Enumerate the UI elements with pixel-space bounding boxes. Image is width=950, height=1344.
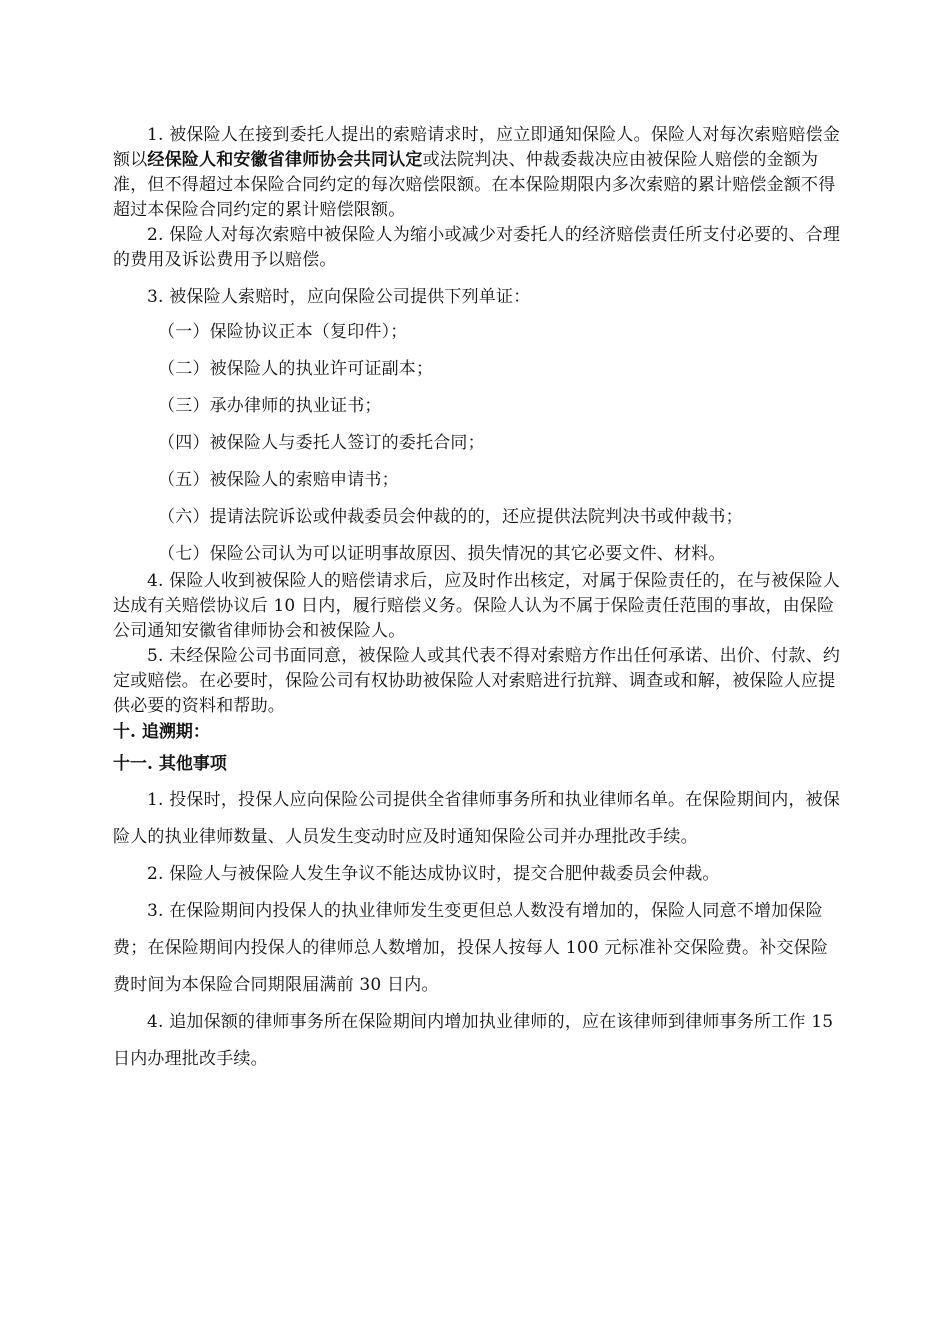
section-11-paragraph-1: 1. 投保时，投保人应向保险公司提供全省律师事务所和执业律师名单。在保险期间内，被保险人的执业律师数量、人员发生变动时应及时通知保险公司并办理批改手续。 [113,790,841,847]
claims-paragraph-1 [113,123,843,223]
claims-section-top [113,123,843,273]
claims-paragraph-3: 3. 被保险人索赔时，应向保险公司提供下列单证： [147,287,531,307]
claims-paragraph-1-text-a: 1. 被保险人在接到委托人提出的索赔请求时，应立即通知保险人。保险人对每次索赔赔偿金额以 [113,125,841,170]
claims-paragraph-3-wrap [113,285,843,310]
claims-section-bottom [113,569,843,719]
document-list-item: （一）保险协议正本（复印件）； [158,322,408,342]
section-11-paragraph-4: 4. 追加保额的律师事务所在保险期间内增加执业律师的，应在该律师到律师事务所工作 15 日内办理批改手续。 [113,1012,834,1069]
claims-paragraph-5: 5. 未经保险公司书面同意，被保险人或其代表不得对索赔方作出任何承诺、出价、付款、约定或赔偿。在必要时，保险公司有权协助被保险人对索赔进行抗辩、调查或和解，被保险人应提供必要的资料和帮助。 [113,646,841,716]
document-list-item: （二）被保险人的执业许可证副本； [158,359,434,379]
claims-paragraph-1-text-b: 或法院判决、仲裁委裁决应由被保险人赔偿的金额为准，但不得超过本保险合同约定的每次赔偿限额。在本保险期限内多次索赔的累计赔偿金额不得超过本保险合同约定的累计赔偿限额。 [113,150,836,220]
document-list-item: （三）承办律师的执业证书； [158,396,382,416]
section-11-body [113,782,843,1078]
section-11-heading: 十一. 其他事项 [113,754,227,774]
document-list-item: （六）提请法院诉讼或仲裁委员会仲裁的的，还应提供法院判决书或仲裁书； [158,507,743,527]
section-11-paragraph-2: 2. 保险人与被保险人发生争议不能达成协议时，提交合肥仲裁委员会仲裁。 [147,864,720,884]
claims-paragraph-4: 4. 保险人收到被保险人的赔偿请求后，应及时作出核定，对属于保险责任的，在与被保险人达成有关赔偿协议后 10 日内，履行赔偿义务。保险人认为不属于保险责任范围的事故，由保险公司通知安徽省律师协会和被保险人。 [113,571,841,641]
document-list-item: （七）保险公司认为可以证明事故原因、损失情况的其它必要文件、材料。 [158,544,726,564]
document-list-item: （四）被保险人与委托人签订的委托合同； [158,433,485,453]
claims-paragraph-1-bold: 经保险人和安徽省律师协会共同认定 [147,150,423,170]
section-11-paragraph-3: 3. 在保险期间内投保人的执业律师发生变更但总人数没有增加的，保险人同意不增加保险费；在保险期间内投保人的律师总人数增加，投保人按每人 100 元标准补交保险费。补交保险费时间为本保险合同期限届满前 30 日内。 [113,901,829,995]
claims-paragraph-2: 2. 保险人对每次索赔中被保险人为缩小或减少对委托人的经济赔偿责任所支付必要的、合理的费用及诉讼费用予以赔偿。 [113,225,841,270]
document-list-item: （五）被保险人的索赔申请书； [158,470,399,490]
section-10-heading: 十. 追溯期： [113,722,210,742]
